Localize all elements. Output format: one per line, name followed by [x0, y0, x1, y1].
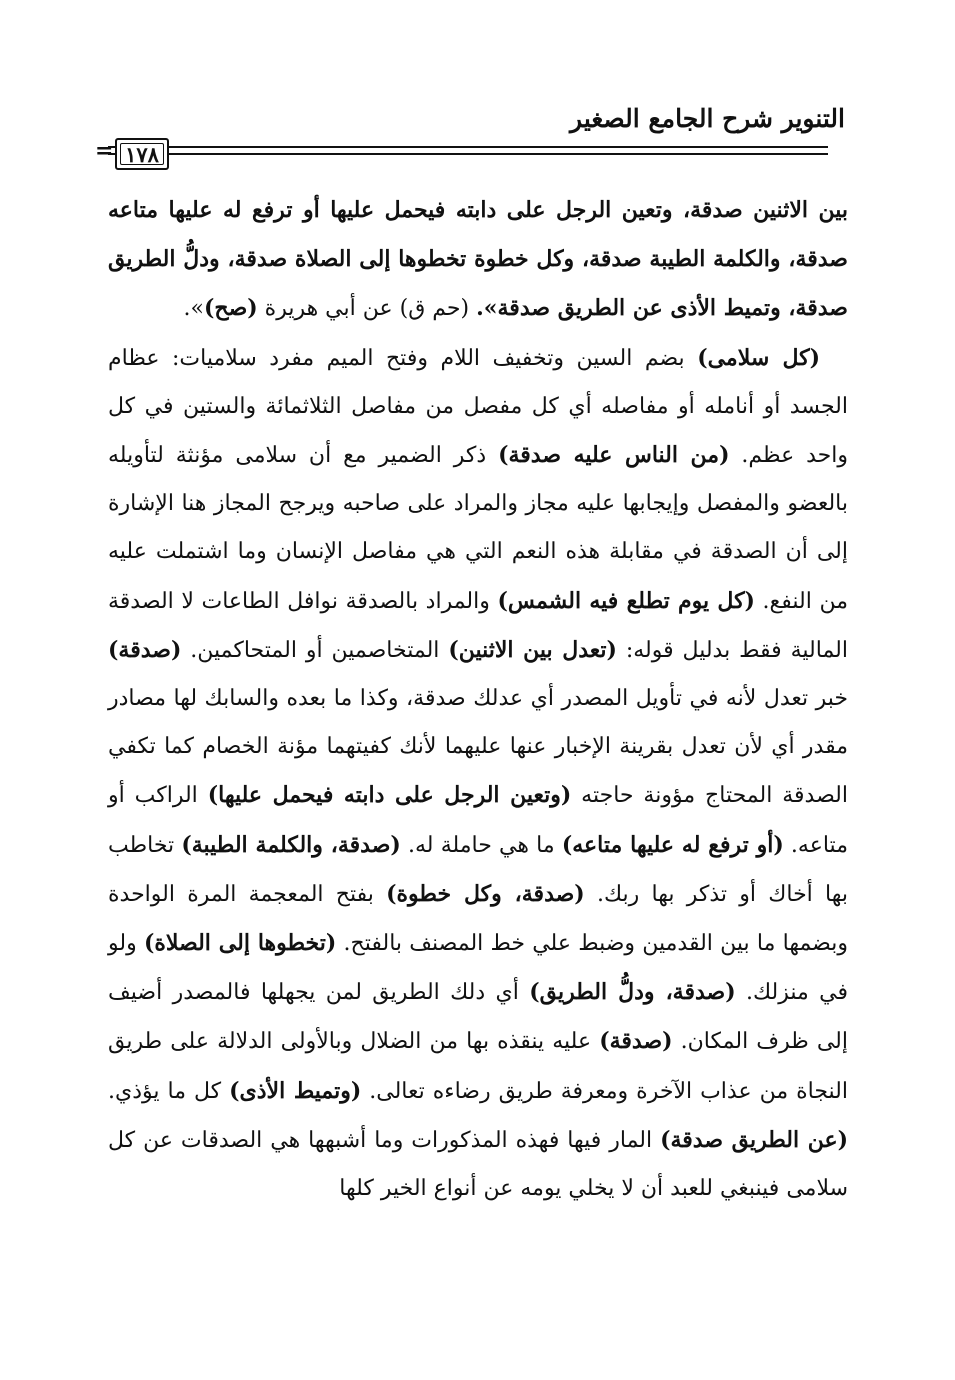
- hadith-phrase: (صدقة): [599, 1028, 673, 1055]
- page-number-frame: [115, 138, 169, 170]
- body-text: [108, 186, 848, 1213]
- hadith-phrase: (تخطوها إلى الصلاة): [143, 930, 337, 957]
- commentary-text: والمراد بالصدقة نوافل الطاعات لا الصدقة المالية فقط بدليل قوله:: [108, 588, 848, 663]
- commentary-text: ما هي حاملة له.: [400, 832, 562, 858]
- commentary-text: ذكر الضمير مع أن سلامى مؤنثة لتأويله بالعضو والمفصل وإيجابها عليه مجاز والمراد على صاحبه ويرجح المجاز هنا الإشارة إلى أن الصدقة في مقابلة هذه النعم التي هي مفاصل الإنسان وما اشتملت عليه من النفع.: [108, 443, 848, 614]
- commentary-paragraph: [108, 334, 848, 1214]
- hadith-phrase: (كل يوم تطلع فيه الشمس): [497, 587, 755, 614]
- hadith-text: بين الاثنين صدقة، وتعين الرجل على دابته فيحمل عليها أو ترفع له عليها متاعه صدقة، والكلمة الطيبة صدقة، وكل خطوة تخطوها إلى الصلاة صدقة، ودلُّ الطريق صدقة، وتميط الأذى عن الطريق صدقة».: [108, 197, 848, 322]
- hadith-phrase: (من الناس عليه صدقة): [498, 442, 730, 469]
- hadith-phrase: (أو ترفع له عليها متاعه): [561, 831, 784, 858]
- hadith-phrase: (عن الطريق صدقة): [660, 1126, 848, 1153]
- header-rule-bottom: [108, 153, 828, 155]
- commentary-text: المتخاصمين أو المتحاكمين.: [181, 637, 449, 663]
- hadith-phrase: (كل سلامى): [697, 344, 820, 371]
- page-number: ١٧٨: [125, 141, 159, 167]
- hadith-closing: ».: [183, 296, 204, 322]
- header-rule-end-mark: =: [95, 138, 114, 164]
- hadith-phrase: (وتعين الرجل على دابته فيحمل عليها): [207, 782, 572, 809]
- header-double-rule: [108, 142, 828, 162]
- commentary-text: كل ما يؤذي.: [108, 1078, 230, 1104]
- commentary-text: بفتح المعجمة المرة الواحدة وبضمها ما بين القدمين وضبط علي خط المصنف بالفتح.: [108, 881, 848, 957]
- hadith-paragraph: [108, 186, 848, 334]
- commentary-text: المار فيها فهذه المذكورات وما أشبهها هي الصدقات عن كل سلامى فينبغي للعبد أن لا يخلي يومه عن أنواع الخير كلها: [108, 1127, 848, 1202]
- hadith-phrase: (صدقة، وكل خطوة): [386, 880, 585, 907]
- commentary-text: ولو في منزلك.: [108, 931, 848, 1006]
- commentary-text: الراكب أو متاعه.: [108, 783, 848, 858]
- hadith-grade: (صح): [203, 295, 258, 322]
- commentary-text: تخاطب بها أخاك أو تذكر بها ربك.: [108, 832, 848, 907]
- header-rule-top: [108, 146, 828, 148]
- hadith-phrase: (تعدل بين الاثنين): [448, 636, 617, 663]
- commentary-text: خبر تعدل لأنه في تأويل المصدر أي عدلك صدقة، وكذا ما بعده والسابك لها مصادر مقدر أي لأن تعدل بقرينة الإخبار عنها عليهما لأنك كفيتهما مؤنة الخصام كما تكفي الصدقة المحتاج مؤونة حاجته: [108, 686, 848, 809]
- commentary-text: بضم السين وتخفيف اللام وفتح الميم مفرد سلاميات: عظام الجسد أو أنامله أو مفاصله أي كل مفصل من مفاصل الثلاثمائة والستين في كل واحد عظم.: [108, 345, 848, 469]
- hadith-phrase: (صدقة، والكلمة الطيبة): [181, 831, 401, 858]
- hadith-phrase: (صدقة، ودلُّ الطريق): [529, 979, 736, 1006]
- hadith-source: (حم ق) عن أبي هريرة: [257, 296, 477, 322]
- hadith-phrase: (صدقة): [108, 636, 182, 663]
- running-title: التنوير شرح الجامع الصغير: [570, 104, 845, 133]
- hadith-phrase: (وتميط الأذى): [229, 1077, 362, 1104]
- commentary-text: أي دلك الطريق لمن يجهلها فالمصدر أضيف إلى ظرف المكان.: [108, 980, 849, 1055]
- commentary-text: عليه ينقذه بها من الضلال وبالأولى الدلالة على طريق النجاة من عذاب الآخرة ومعرفة طريق رضاءه تعالى.: [108, 1029, 849, 1104]
